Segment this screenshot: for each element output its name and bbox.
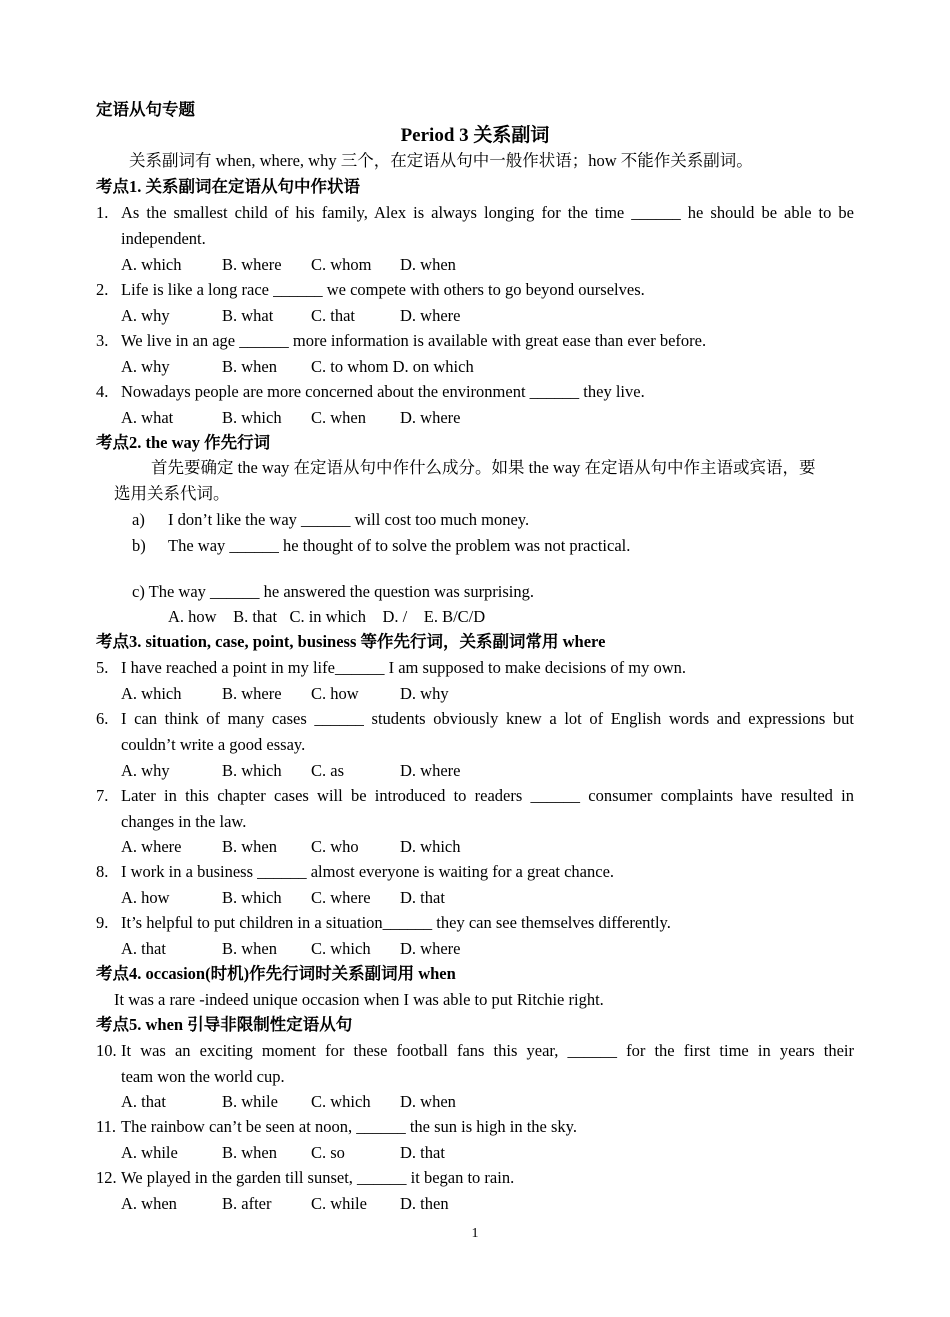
question-number: 2. xyxy=(96,280,109,299)
option: B. when xyxy=(222,837,277,856)
point-5-heading: 考点5. when 引导非限制性定语从句 xyxy=(96,1015,353,1034)
option: D. then xyxy=(400,1194,449,1213)
point-2-explanation-cont: 选用关系代词。 xyxy=(114,484,230,503)
question-number: 12. xyxy=(96,1168,117,1187)
option: A. while xyxy=(121,1143,178,1162)
question-text: It was an exciting moment for these football fans this year, ______ for the first time in years their xyxy=(121,1041,854,1060)
question-text-cont: couldn’t write a good essay. xyxy=(121,735,306,754)
option: A. that xyxy=(121,1092,166,1111)
option: A. which xyxy=(121,255,182,274)
option: B. when xyxy=(222,939,277,958)
option: C. to whom D. on which xyxy=(311,357,474,376)
option: B. which xyxy=(222,408,282,427)
option: A. where xyxy=(121,837,182,856)
page-number: 1 xyxy=(471,1226,479,1241)
sub-item-options: A. how B. that C. in which D. / E. B/C/D xyxy=(168,607,486,626)
option: C. that xyxy=(311,306,355,325)
question-text-cont: team won the world cup. xyxy=(121,1067,285,1086)
option: B. where xyxy=(222,684,282,703)
doc-header: 定语从句专题 xyxy=(96,100,195,119)
option: A. why xyxy=(121,306,170,325)
question-number: 5. xyxy=(96,658,109,677)
question-number: 4. xyxy=(96,382,109,401)
point-4-heading: 考点4. occasion(时机)作先行词时关系副词用 when xyxy=(96,964,456,983)
question-number: 11. xyxy=(96,1117,117,1136)
sub-item-c: c) The way ______ he answered the question was surprising. xyxy=(132,582,535,601)
option: C. which xyxy=(311,1092,371,1111)
point-4-example: It was a rare -indeed unique occasion when I was able to put Ritchie right. xyxy=(114,990,604,1009)
question-number: 6. xyxy=(96,709,109,728)
question-number: 10. xyxy=(96,1041,117,1060)
question-text: We played in the garden till sunset, ______ it began to rain. xyxy=(121,1168,515,1187)
question-text-cont: independent. xyxy=(121,229,206,248)
option: B. after xyxy=(222,1194,272,1213)
question-text: Life is like a long race ______ we compete with others to go beyond ourselves. xyxy=(121,280,645,299)
option: D. that xyxy=(400,888,445,907)
question-text: We live in an age ______ more information is available with great ease than ever before. xyxy=(121,331,707,350)
option: D. that xyxy=(400,1143,445,1162)
question-text: I work in a business ______ almost everyone is waiting for a great chance. xyxy=(121,862,615,881)
option: D. where xyxy=(400,408,461,427)
option: C. whom xyxy=(311,255,372,274)
point-2-explanation: 首先要确定 the way 在定语从句中作什么成分。如果 the way 在定语从句中作主语或宾语，要 xyxy=(151,458,816,477)
option: A. when xyxy=(121,1194,177,1213)
question-text: It’s helpful to put children in a situation______ they can see themselves differently. xyxy=(121,913,671,932)
option: A. which xyxy=(121,684,182,703)
question-text: Later in this chapter cases will be introduced to readers ______ consumer complaints have resulted in xyxy=(121,786,854,805)
question-number: 8. xyxy=(96,862,109,881)
page-title: Period 3 关系副词 xyxy=(400,125,550,146)
sub-item-label: a) xyxy=(132,510,145,529)
question-text-cont: changes in the law. xyxy=(121,812,247,831)
option: C. who xyxy=(311,837,359,856)
option: D. where xyxy=(400,761,461,780)
point-2-heading: 考点2. the way 作先行词 xyxy=(96,433,271,452)
option: D. when xyxy=(400,255,456,274)
option: D. which xyxy=(400,837,461,856)
question-text: Nowadays people are more concerned about the environment ______ they live. xyxy=(121,382,645,401)
intro-text: 关系副词有 when, where, why 三个，在定语从句中一般作状语；how 不能作关系副词。 xyxy=(129,151,753,170)
option: B. while xyxy=(222,1092,278,1111)
option: C. which xyxy=(311,939,371,958)
option: B. which xyxy=(222,761,282,780)
question-text: The rainbow can’t be seen at noon, ______ the sun is high in the sky. xyxy=(121,1117,577,1136)
sub-item-label: b) xyxy=(132,536,146,555)
option: D. why xyxy=(400,684,449,703)
question-text: As the smallest child of his family, Alex is always longing for the time ______ he should be able to be xyxy=(121,203,854,222)
option: A. how xyxy=(121,888,170,907)
option: C. as xyxy=(311,761,344,780)
sub-item-text: The way ______ he thought of to solve the problem was not practical. xyxy=(168,536,631,555)
option: D. where xyxy=(400,306,461,325)
option: B. when xyxy=(222,357,277,376)
point-1-heading: 考点1. 关系副词在定语从句中作状语 xyxy=(96,177,360,196)
option: A. what xyxy=(121,408,174,427)
question-number: 9. xyxy=(96,913,109,932)
question-text: I can think of many cases ______ students obviously knew a lot of English words and expressions but xyxy=(121,709,854,728)
question-number: 3. xyxy=(96,331,109,350)
point-3-heading: 考点3. situation, case, point, business 等作先行词，关系副词常用 where xyxy=(96,632,606,651)
question-number: 7. xyxy=(96,786,109,805)
option: A. why xyxy=(121,761,170,780)
option: B. where xyxy=(222,255,282,274)
option: C. so xyxy=(311,1143,345,1162)
option: B. when xyxy=(222,1143,277,1162)
sub-item-text: I don’t like the way ______ will cost too much money. xyxy=(168,510,530,529)
option: C. while xyxy=(311,1194,367,1213)
option: C. when xyxy=(311,408,366,427)
option: B. what xyxy=(222,306,274,325)
option: D. when xyxy=(400,1092,456,1111)
option: B. which xyxy=(222,888,282,907)
option: D. where xyxy=(400,939,461,958)
option: C. where xyxy=(311,888,371,907)
option: A. why xyxy=(121,357,170,376)
question-text: I have reached a point in my life______ I am supposed to make decisions of my own. xyxy=(121,658,686,677)
question-number: 1. xyxy=(96,203,109,222)
option: C. how xyxy=(311,684,359,703)
option: A. that xyxy=(121,939,166,958)
